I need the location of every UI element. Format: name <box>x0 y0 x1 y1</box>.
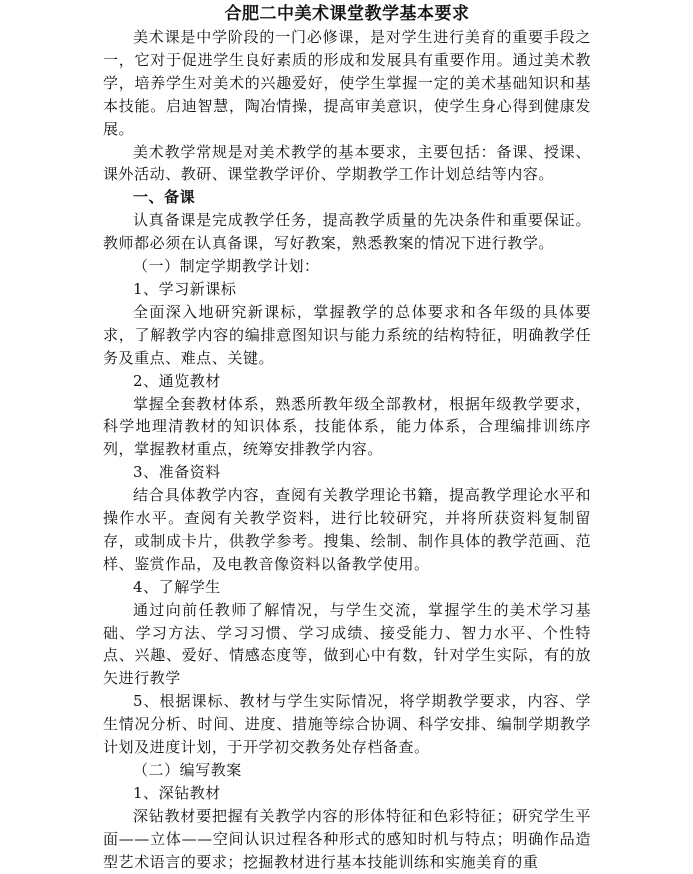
paragraph: 深钻教材要把握有关教学内容的形体特征和色彩特征；研究学生平面——立体——空间认识过程各种形式的感知时机与特点；明确作品造型艺术语言的要求；挖掘教材进行基本技能训练和实施美育的重 <box>103 806 591 871</box>
item-heading: 3、准备资料 <box>133 463 221 482</box>
subsection-heading: （一）制定学期教学计划： <box>133 257 320 276</box>
subsection-heading: （二）编写教案 <box>133 761 242 779</box>
paragraph: 全面深入地研究新课标，掌握教学的总体要求和各年级的具体要求，了解教学内容的编排意图知识与能力系统的结构特征，明确教学任务及重点、难点、关键。 <box>103 302 591 367</box>
paragraph: 5、根据课标、教材与学生实际情况，将学期教学要求，内容、学生情况分析、时间、进度、措施等综合协调、科学安排、编制学期教学计划及进度计划，于开学初交教务处存档备查。 <box>103 692 591 757</box>
paragraph: 认真备课是完成教学任务，提高教学质量的先决条件和重要保证。教师都必须在认真备课，写好教案，熟悉教案的情况下进行教学。 <box>103 211 591 253</box>
document-title: 合肥二中美术课堂教学基本要求 <box>224 4 470 24</box>
paragraph: 通过向前任教师了解情况，与学生交流，掌握学生的美术学习基础、学习方法、学习习惯、学习成绩、接受能力、智力水平、个性特点、兴趣、爱好、情感态度等，做到心中有数，针对学生实际，有的放矢进行教学 <box>103 600 591 688</box>
paragraph: 美术课是中学阶段的一门必修课，是对学生进行美育的重要手段之一，它对于促进学生良好素质的形成和发展具有重要作用。通过美术教学，培养学生对美术的兴趣爱好，使学生掌握一定的美术基础知识和基本技能。启迪智慧，陶冶情操，提高审美意识，使学生身心得到健康发展。 <box>103 28 591 138</box>
item-heading: 2、通览教材 <box>133 371 221 390</box>
paragraph: 掌握全套教材体系，熟悉所教年级全部教材，根据年级教学要求，科学地理清教材的知识体系，技能体系，能力体系，合理编排训练序列，掌握教材重点，统筹安排教学内容。 <box>103 394 591 459</box>
paragraph: 结合具体教学内容，查阅有关教学理论书籍，提高教学理论水平和操作水平。查阅有关教学资料，进行比较研究，并将所获资料复制留存，或制成卡片，供教学参考。搜集、绘制、制作具体的教学范画、范样、鉴赏作品，及电教音像资料以备教学使用。 <box>103 486 591 573</box>
document-body <box>103 26 591 874</box>
item-heading: 1、学习新课标 <box>133 279 237 298</box>
section-heading: 一、备课 <box>133 188 196 207</box>
paragraph: 美术教学常规是对美术教学的基本要求，主要包括：备课、授课、课外活动、教研、课堂教学评价、学期教学工作计划总结等内容。 <box>103 142 591 184</box>
item-heading: 4、了解学生 <box>133 577 221 596</box>
item-heading: 1、深钻教材 <box>133 783 221 802</box>
